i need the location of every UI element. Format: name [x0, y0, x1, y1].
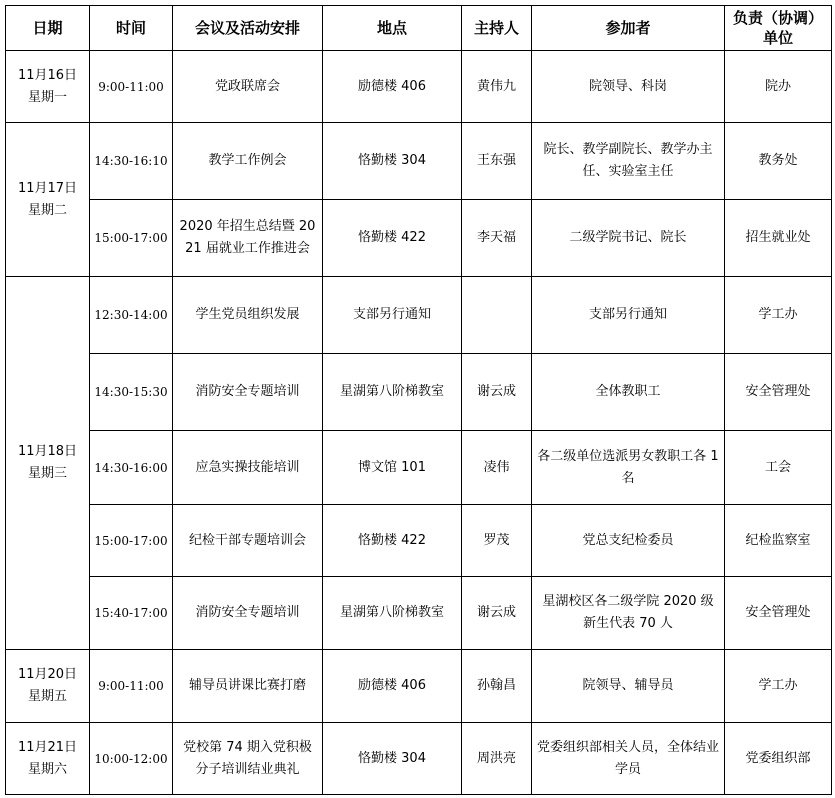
- host-cell: 凌伟: [462, 431, 532, 505]
- time-cell: 9:00-11:00: [90, 51, 173, 123]
- participants-cell: 星湖校区各二级学院 2020 级新生代表 70 人: [532, 577, 725, 650]
- location-cell: 支部另行通知: [323, 277, 462, 354]
- header-participants: 参加者: [532, 6, 725, 51]
- host-cell: [462, 277, 532, 354]
- location-cell: 恪勤楼 422: [323, 200, 462, 277]
- participants-cell: 党总支纪检委员: [532, 505, 725, 577]
- participants-cell: 院领导、科岗: [532, 51, 725, 123]
- time-cell: 10:00-12:00: [90, 723, 173, 795]
- host-cell: 罗茂: [462, 505, 532, 577]
- participants-cell: 全体教职工: [532, 354, 725, 431]
- location-cell: 星湖第八阶梯教室: [323, 354, 462, 431]
- time-cell: 15:40-17:00: [90, 577, 173, 650]
- dept-cell: 安全管理处: [725, 577, 832, 650]
- table-row: [6, 431, 832, 505]
- table-row: [6, 650, 832, 723]
- dept-cell: 招生就业处: [725, 200, 832, 277]
- location-cell: 星湖第八阶梯教室: [323, 577, 462, 650]
- event-cell: 党政联席会: [173, 51, 323, 123]
- host-cell: 谢云成: [462, 577, 532, 650]
- weekday-text: 星期二: [27, 202, 67, 218]
- participants-cell: 各二级单位选派男女教职工各 1 名: [532, 431, 725, 505]
- dept-cell: 教务处: [725, 123, 832, 200]
- event-cell: 应急实操技能培训: [173, 431, 323, 505]
- table-row: [6, 354, 832, 431]
- header-row: [6, 6, 832, 51]
- host-cell: 李天福: [462, 200, 532, 277]
- dept-cell: 学工办: [725, 650, 832, 723]
- event-cell: 2020 年招生总结暨 2021 届就业工作推进会: [173, 200, 323, 277]
- time-cell: 9:00-11:00: [90, 650, 173, 723]
- date-cell: [6, 723, 90, 795]
- date-cell: [6, 277, 90, 650]
- location-cell: 励德楼 406: [323, 51, 462, 123]
- date-cell: [6, 650, 90, 723]
- date-text: 11月18日: [17, 444, 78, 459]
- dept-cell: 安全管理处: [725, 354, 832, 431]
- event-cell: 纪检干部专题培训会: [173, 505, 323, 577]
- event-cell: 消防安全专题培训: [173, 354, 323, 431]
- header-event: 会议及活动安排: [173, 6, 323, 51]
- table-row: [6, 200, 832, 277]
- participants-cell: 院长、教学副院长、教学办主任、实验室主任: [532, 123, 725, 200]
- location-cell: 恪勤楼 304: [323, 123, 462, 200]
- header-dept: [725, 6, 832, 51]
- participants-cell: 二级学院书记、院长: [532, 200, 725, 277]
- table-row: [6, 723, 832, 795]
- participants-cell: 党委组织部相关人员，全体结业学员: [532, 723, 725, 795]
- weekday-text: 星期六: [27, 761, 67, 777]
- dept-cell: 学工办: [725, 277, 832, 354]
- date-text: 11月20日: [17, 667, 78, 682]
- date-cell: [6, 51, 90, 123]
- location-cell: 恪勤楼 422: [323, 505, 462, 577]
- host-cell: 谢云成: [462, 354, 532, 431]
- weekday-text: 星期三: [27, 466, 67, 481]
- header-location: 地点: [323, 6, 462, 51]
- participants-cell: 支部另行通知: [532, 277, 725, 354]
- host-cell: 黄伟九: [462, 51, 532, 123]
- time-cell: 12:30-14:00: [90, 277, 173, 354]
- host-cell: 孙翰昌: [462, 650, 532, 723]
- time-cell: 14:30-16:10: [90, 123, 173, 200]
- time-cell: 15:00-17:00: [90, 200, 173, 277]
- location-cell: 励德楼 406: [323, 650, 462, 723]
- header-host: 主持人: [462, 6, 532, 51]
- host-cell: 周洪亮: [462, 723, 532, 795]
- time-cell: 14:30-16:00: [90, 431, 173, 505]
- dept-cell: 工会: [725, 431, 832, 505]
- date-cell: [6, 123, 90, 277]
- table-row: [6, 577, 832, 650]
- table-row: [6, 505, 832, 577]
- time-cell: 15:00-17:00: [90, 505, 173, 577]
- date-text: 11月17日: [17, 180, 78, 196]
- date-text: 11月21日: [17, 739, 78, 755]
- header-dept-line1: 负责（协调）: [732, 9, 823, 27]
- event-cell: 学生党员组织发展: [173, 277, 323, 354]
- table-row: [6, 51, 832, 123]
- weekday-text: 星期五: [27, 689, 67, 704]
- location-cell: 恪勤楼 304: [323, 723, 462, 795]
- participants-cell: 院领导、辅导员: [532, 650, 725, 723]
- table-row: [6, 277, 832, 354]
- header-time: 时间: [90, 6, 173, 51]
- event-cell: 消防安全专题培训: [173, 577, 323, 650]
- host-cell: 王东强: [462, 123, 532, 200]
- header-dept-line2: 单位: [762, 29, 793, 47]
- dept-cell: 院办: [725, 51, 832, 123]
- table-row: [6, 123, 832, 200]
- event-cell: 教学工作例会: [173, 123, 323, 200]
- header-date: 日期: [6, 6, 90, 51]
- location-cell: 博文馆 101: [323, 431, 462, 505]
- date-text: 11月16日: [17, 67, 78, 83]
- event-cell: 辅导员讲课比赛打磨: [173, 650, 323, 723]
- dept-cell: 党委组织部: [725, 723, 832, 795]
- time-cell: 14:30-15:30: [90, 354, 173, 431]
- meeting-schedule-table: [5, 5, 832, 795]
- dept-cell: 纪检监察室: [725, 505, 832, 577]
- event-cell: 党校第 74 期入党积极分子培训结业典礼: [173, 723, 323, 795]
- weekday-text: 星期一: [27, 89, 67, 105]
